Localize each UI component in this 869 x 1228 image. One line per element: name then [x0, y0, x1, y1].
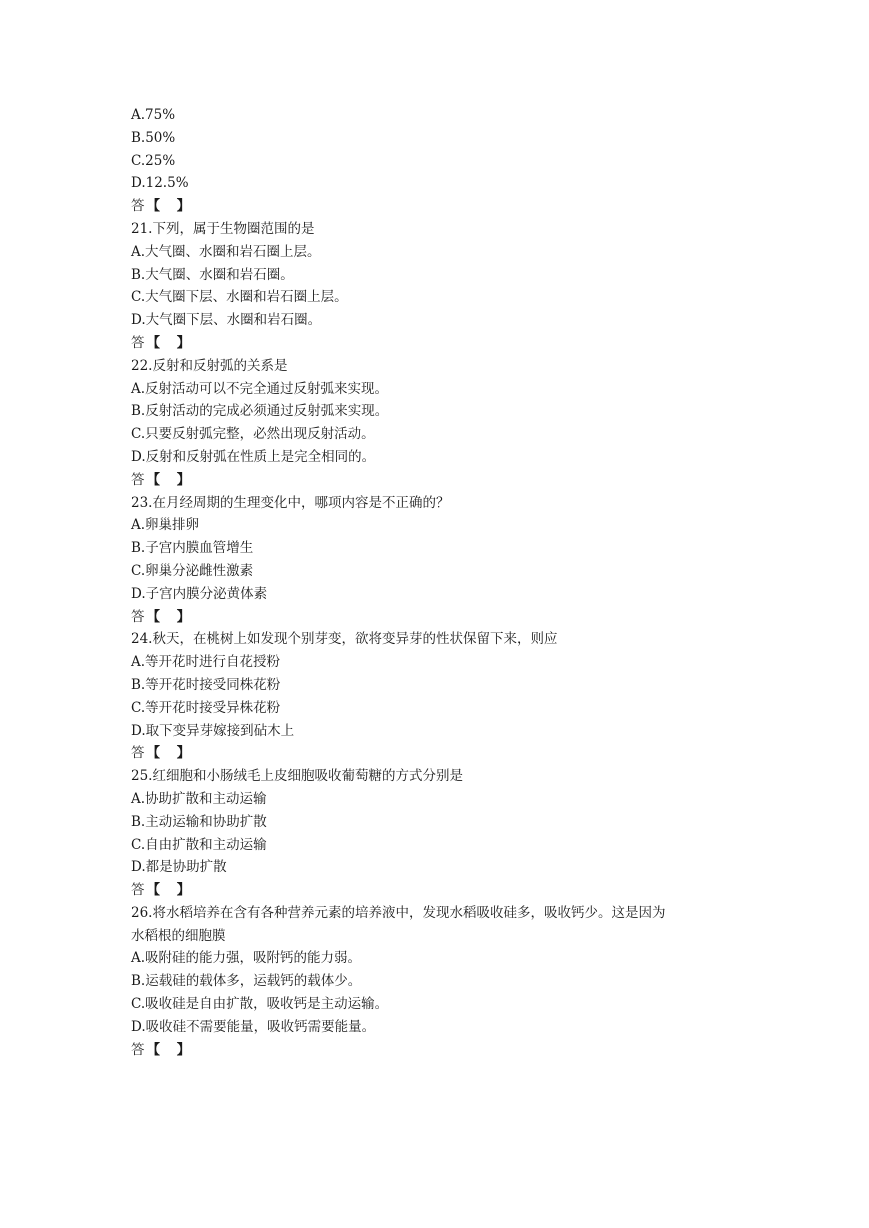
answer-bracket: 【 】	[146, 745, 197, 762]
option-d: D.都是协助扩散	[131, 859, 227, 876]
option-b: B.主动运输和协助扩散	[131, 813, 267, 830]
answer-label: 答	[131, 1041, 145, 1058]
option-d: D.12.5%	[131, 175, 189, 192]
question-text: 23.在月经周期的生理变化中，哪项内容是不正确的？	[131, 494, 450, 511]
answer-line	[131, 469, 771, 492]
question-block-20	[131, 104, 771, 218]
answer-label: 答	[131, 471, 145, 488]
option-a: A.等开花时进行自花授粉	[131, 654, 281, 671]
answer-label: 答	[131, 334, 145, 351]
answer-line	[131, 332, 771, 355]
question-text-continued: 水稻根的细胞膜	[131, 927, 226, 944]
option-b: B.反射活动的完成必须通过反射弧来实现。	[131, 403, 389, 420]
option-d: D.子宫内膜分泌黄体素	[131, 585, 268, 602]
option-a: A.反射活动可以不完全通过反射弧来实现。	[131, 380, 389, 397]
option-a: A.75%	[131, 107, 176, 123]
question-block-21	[131, 218, 771, 355]
option-c: C.只要反射弧完整，必然出现反射活动。	[131, 426, 375, 443]
option-b: B.50%	[131, 129, 176, 146]
option-c: C.自由扩散和主动运输	[131, 836, 267, 853]
question-block-22	[131, 355, 771, 492]
option-b: B.等开花时接受同株花粉	[131, 676, 281, 693]
question-text: 25.红细胞和小肠绒毛上皮细胞吸收葡萄糖的方式分别是	[131, 768, 463, 785]
question-text: 21.下列，属于生物圈范围的是	[131, 220, 315, 237]
answer-bracket: 【 】	[146, 198, 197, 215]
question-text: 26.将水稻培养在含有各种营养元素的培养液中，发现水稻吸收硅多，吸收钙少。这是因为	[131, 904, 666, 921]
question-block-26	[131, 902, 771, 1062]
exam-page	[131, 104, 771, 1061]
option-d: D.取下变异芽嫁接到砧木上	[131, 722, 295, 739]
option-d: D.大气圈下层、水圈和岩石圈。	[131, 312, 322, 329]
question-text: 22.反射和反射弧的关系是	[131, 357, 288, 374]
question-text: 24.秋天，在桃树上如发现个别芽变，欲将变异芽的性状保留下来，则应	[131, 631, 558, 648]
option-c: C.卵巢分泌雌性激素	[131, 562, 254, 579]
answer-bracket: 【 】	[146, 334, 197, 351]
option-b: B.运载硅的载体多，运载钙的载体少。	[131, 973, 362, 990]
option-a: A.协助扩散和主动运输	[131, 790, 267, 807]
question-block-25	[131, 765, 771, 902]
answer-bracket: 【 】	[146, 471, 197, 488]
answer-line	[131, 606, 771, 629]
option-c: C.等开花时接受异株花粉	[131, 699, 281, 716]
question-block-24	[131, 628, 771, 765]
option-c: C.25%	[131, 152, 176, 169]
option-a: A.卵巢排卵	[131, 517, 200, 534]
option-d: D.吸收硅不需要能量，吸收钙需要能量。	[131, 1018, 376, 1035]
answer-bracket: 【 】	[146, 1041, 197, 1058]
answer-label: 答	[131, 882, 145, 899]
answer-bracket: 【 】	[146, 882, 197, 899]
answer-bracket: 【 】	[146, 608, 197, 625]
option-b: B.大气圈、水圈和岩石圈。	[131, 266, 294, 283]
answer-label: 答	[131, 198, 145, 215]
option-c: C.大气圈下层、水圈和岩石圈上层。	[131, 289, 348, 306]
answer-label: 答	[131, 745, 145, 762]
answer-line	[131, 742, 771, 765]
option-a: A.大气圈、水圈和岩石圈上层。	[131, 243, 321, 260]
answer-line	[131, 195, 771, 218]
option-a: A.吸附硅的能力强，吸附钙的能力弱。	[131, 950, 362, 967]
answer-line	[131, 879, 771, 902]
question-block-23	[131, 492, 771, 629]
answer-line	[131, 1039, 771, 1062]
option-c: C.吸收硅是自由扩散，吸收钙是主动运输。	[131, 996, 389, 1013]
option-d: D.反射和反射弧在性质上是完全相同的。	[131, 448, 376, 465]
option-b: B.子宫内膜血管增生	[131, 540, 254, 557]
answer-label: 答	[131, 608, 145, 625]
